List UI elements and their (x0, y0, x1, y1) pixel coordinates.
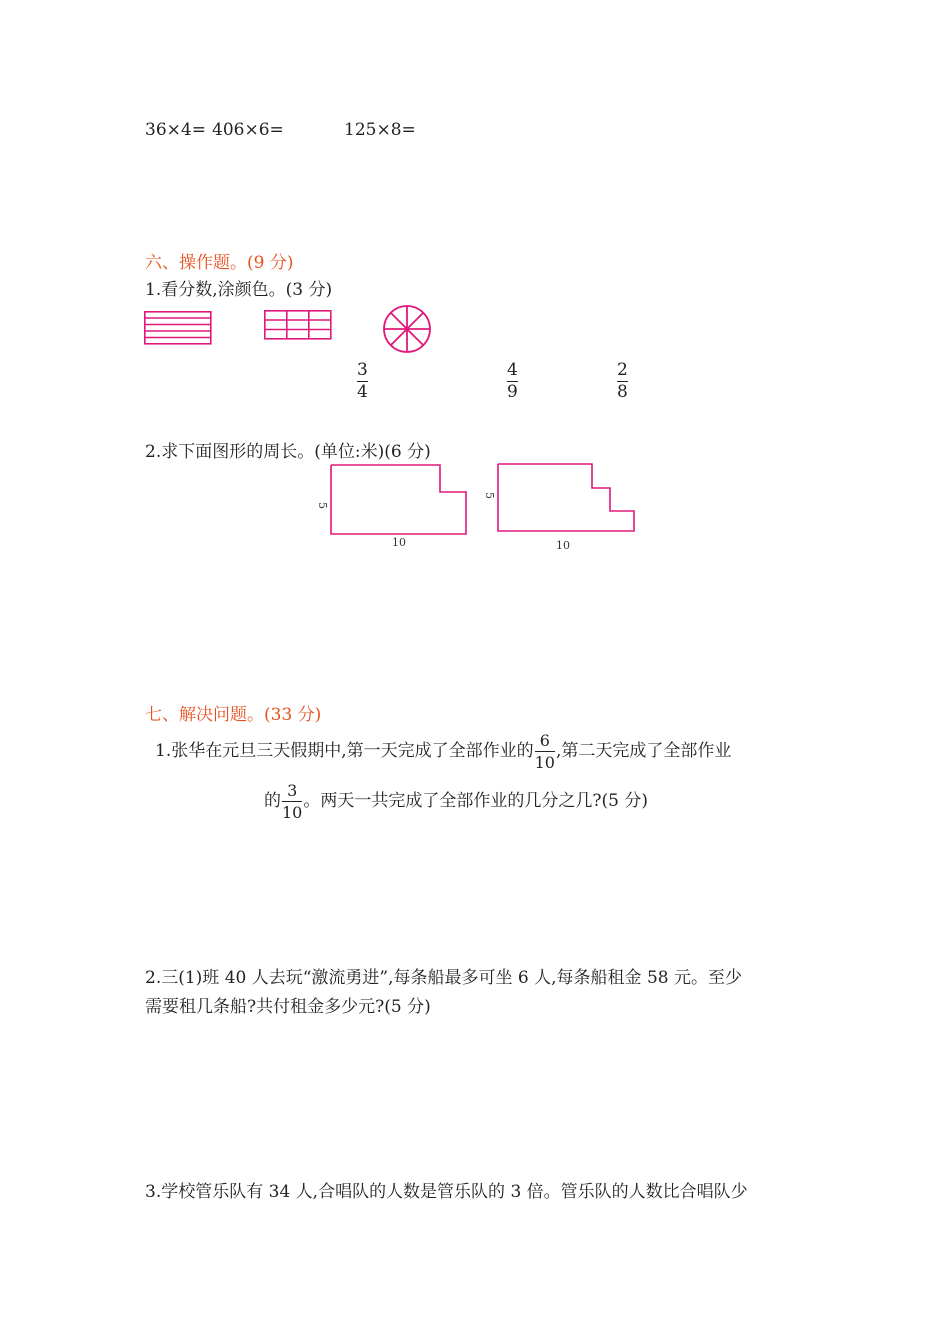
fraction-denominator: 10 (534, 753, 555, 772)
q1-text-part1: 1.张华在元旦三天假期中,第一天完成了全部作业的 (155, 741, 534, 761)
fraction-3-10 (282, 781, 302, 822)
section6-title: 六、操作题。(9 分) (145, 253, 294, 273)
striped-rectangle (144, 311, 212, 345)
fraction-numerator: 4 (507, 360, 518, 380)
q1-text-part4: 。两天一共完成了全部作业的几分之几?(5 分) (303, 791, 648, 811)
fraction-denominator: 9 (507, 382, 518, 402)
expr-406x6: 406×6= (212, 120, 284, 140)
expr-125x8: 125×8= (344, 120, 416, 140)
fig2-side-label: 5 (483, 492, 496, 499)
section7-title: 七、解决问题。(33 分) (145, 705, 322, 725)
perimeter-figure-2 (476, 458, 646, 558)
section7-q1-line1 (155, 730, 731, 772)
divided-circle (382, 304, 432, 354)
fig1-side-label: 5 (316, 502, 329, 509)
fraction-numerator: 6 (539, 731, 550, 750)
section7-q3-line1: 3.学校管乐队有 34 人,合唱队的人数是管乐队的 3 倍。管乐队的人数比合唱队少 (145, 1182, 748, 1202)
section7-q2-line2: 需要租几条船?共付租金多少元?(5 分) (145, 997, 431, 1017)
section7-q2-line1: 2.三(1)班 40 人去玩“激流勇进”,每条船最多可坐 6 人,每条船租金 58 元。至少 (145, 968, 742, 988)
fraction-numerator: 3 (357, 360, 368, 380)
fraction-denominator: 4 (357, 382, 368, 402)
fraction-bar (535, 751, 555, 752)
q1-text-part3: 的 (264, 791, 281, 811)
fraction-3-4 (357, 361, 368, 402)
fraction-denominator: 10 (282, 803, 303, 822)
fraction-2-8 (617, 361, 628, 402)
expr-36x4: 36×4= (145, 120, 206, 140)
fraction-denominator: 8 (617, 382, 628, 402)
fig1-bottom-label: 10 (392, 536, 406, 549)
fraction-numerator: 2 (617, 360, 628, 380)
perimeter-figure-1 (310, 460, 480, 555)
q1-text-part2: ,第二天完成了全部作业 (555, 741, 732, 761)
section6-q2: 2.求下面图形的周长。(单位:米)(6 分) (145, 442, 431, 462)
fraction-bar (282, 801, 302, 802)
fig2-bottom-label: 10 (556, 539, 570, 552)
section7-q1-line2 (264, 780, 648, 822)
fraction-numerator: 3 (287, 781, 298, 800)
section6-q1: 1.看分数,涂颜色。(3 分) (145, 280, 333, 300)
grid-rectangle (264, 310, 332, 340)
fraction-4-9 (507, 361, 518, 402)
fraction-6-10 (535, 731, 555, 772)
